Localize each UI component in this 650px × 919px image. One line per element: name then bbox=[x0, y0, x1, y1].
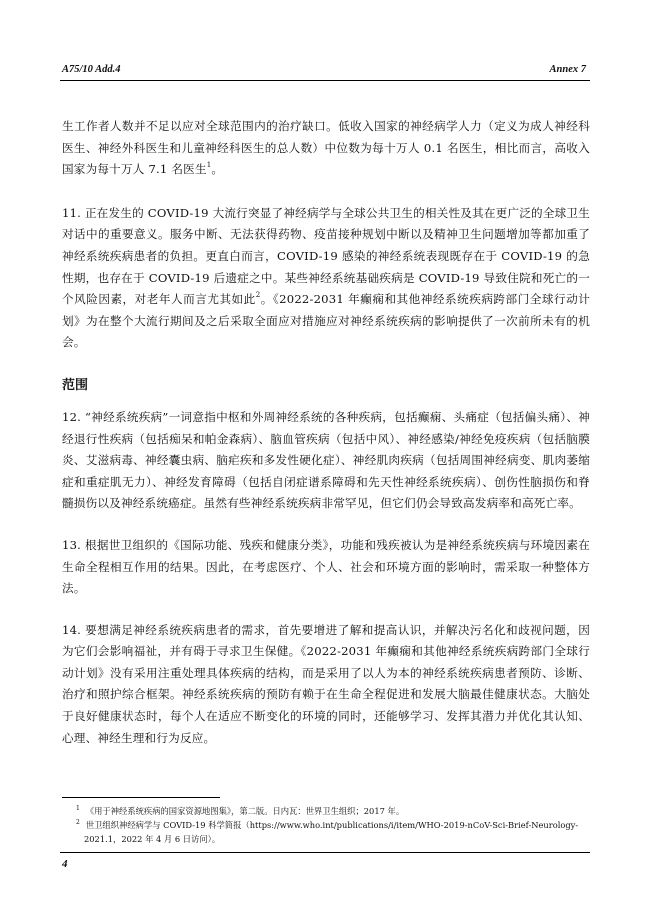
paragraph-number: 12. bbox=[62, 409, 82, 424]
page-number: 4 bbox=[62, 858, 68, 870]
footnote-2: $^2$ 世卫组织神经病学与 COVID-19 科学简报（https://www.who.int/publications/i/item/WHO-2019-nCoV-Sci-Brief-Neurology-2021.1，2022 年 4 月 6 日访问）。 bbox=[76, 819, 579, 844]
annex-label: Annex 7 bbox=[549, 64, 586, 75]
footer-divider bbox=[60, 852, 590, 853]
paragraph-13: 13. 根据世卫组织的《国际功能、残疾和健康分类》，功能和残疾被认为是神经系统疾病与环境因素在生命全程相互作用的结果。因此，在考虑医疗、个人、社会和环境方面的影响时，需采取一种整体方法。 bbox=[62, 537, 590, 596]
paragraph-11: 11. 正在发生的 COVID-19 大流行突显了神经病学与全球公共卫生的相关性及其在更广泛的全球卫生对话中的重要意义。服务中断、无法获得药物、疫苗接种规划中断以及精神卫生问题增加等都加重了神经系统疾病患者的负担。更直白而言，COVID-19 感染的神经系统表现既存在于 COVID-19 的急性期，也存在于 COVID-19 后遗症之中。某些神经系统基础疾病是 COVID-19 导致住院和死亡的一个风险因素，对老年人而言尤其如此$^2$。《2022-2031 年癫痫和其他神经系统疾病跨部门全球行动计划》为在整个大流行期间及之后采取全面应对措施应对神经系统疾病的影响提供了一次前所未有的机会。 bbox=[62, 205, 591, 350]
section-heading-scope: 范围 bbox=[62, 377, 89, 393]
paragraph-number: 14. bbox=[62, 622, 82, 637]
document-symbol: A75/10 Add.4 bbox=[62, 64, 121, 75]
header-divider bbox=[60, 80, 590, 81]
paragraph-number: 11. bbox=[62, 205, 82, 220]
main-text bbox=[62, 116, 590, 769]
footnote-1: $^1$ 《用于神经系统疾病的国家资源地图集》，第二版。日内瓦：世界卫生组织；2017 年。 bbox=[76, 805, 405, 816]
paragraph-12: 12. “神经系统疾病”一词意指中枢和外周神经系统的各种疾病，包括癫痫、头痛症（包括偏头痛）、神经退行性疾病（包括痴呆和帕金森病）、脑血管疾病（包括中风）、神经感染/神经免疫疾病（包括脑膜炎、艾滋病毒、神经囊虫病、脑疟疾和多发性硬化症）、神经肌肉疾病（包括周围神经病变、肌肉萎缩症和重症肌无力）、神经发育障碍（包括自闭症谱系障碍和先天性神经系统疾病）、创伤性脑损伤和脊髓损伤以及神经系统癌症。虽然有些神经系统疾病非常罕见，但它们仍会导致高发病率和高死亡率。 bbox=[62, 409, 591, 511]
paragraph-continued: 生工作者人数并不足以应对全球范围内的治疗缺口。低收入国家的神经病学人力（定义为成人神经科医生、神经外科医生和儿童神经科医生的总人数）中位数为每十万人 0.1 名医生，相比而言，高收入国家为每十万人 7.1 名医生$^1$。 bbox=[62, 119, 590, 177]
footnote-divider bbox=[62, 797, 220, 798]
paragraph-number: 13. bbox=[62, 537, 82, 552]
footnote-ref-2[interactable]: 2 bbox=[255, 291, 261, 300]
paragraph-14: 14. 要想满足神经系统疾病患者的需求，首先要增进了解和提高认识，并解决污名化和歧视问题，因为它们会影响福祉，并有碍于寻求卫生保健。《2022-2031 年癫痫和其他神经系统疾病跨部门全球行动计划》没有采用注重处理具体疾病的结构，而是采用了以人为本的神经系统疾病患者预防、诊断、治疗和照护综合框架。神经系统疾病的预防有赖于在生命全程促进和发展大脑最佳健康状态。大脑处于良好健康状态时，每个人在适应不断变化的环境的同时，还能够学习、发挥其潜力并优化其认知、心理、神经生理和行为反应。 bbox=[62, 622, 590, 745]
footnotes bbox=[62, 804, 590, 846]
footnote-ref-1[interactable]: 1 bbox=[206, 161, 212, 170]
